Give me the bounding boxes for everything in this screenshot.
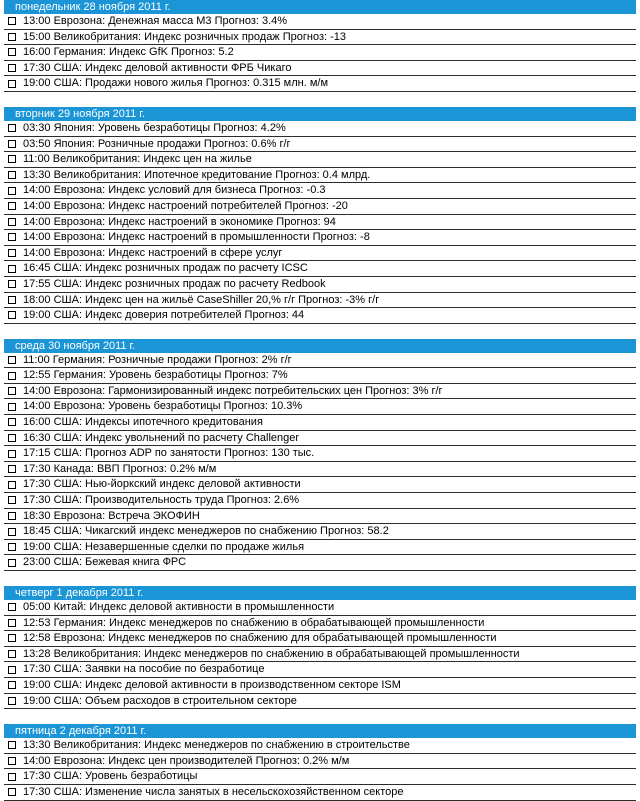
event-text: 12:55 Германия: Уровень безработицы Прогноз: 7% <box>23 369 288 382</box>
event-row <box>4 246 636 262</box>
event-text: 17:15 США: Прогноз ADP по занятости Прогноз: 130 тыс. <box>23 447 315 460</box>
event-row <box>4 277 636 293</box>
checkbox-icon <box>8 140 16 148</box>
event-text: 17:30 США: Изменение числа занятых в несельскохозяйственном секторе <box>23 785 404 798</box>
event-text: 12:58 Еврозона: Индекс менеджеров по снабжению для обрабатывающей промышленности <box>23 632 497 645</box>
event-text: 17:30 США: Заявки на пособие по безработице <box>23 663 265 676</box>
checkbox-icon <box>8 650 16 658</box>
event-row <box>4 183 636 199</box>
day-section <box>4 0 636 92</box>
checkbox-icon <box>8 124 16 132</box>
event-text: 14:00 Еврозона: Индекс цен производителей Прогноз: 0.2% м/м <box>23 754 350 767</box>
day-header: вторник 29 ноября 2011 г. <box>4 107 636 121</box>
event-row <box>4 121 636 137</box>
checkbox-icon <box>8 681 16 689</box>
event-text: 03:30 Япония: Уровень безработицы Прогноз: 4.2% <box>23 121 286 134</box>
checkbox-icon <box>8 296 16 304</box>
checkbox-icon <box>8 543 16 551</box>
checkbox-icon <box>8 741 16 749</box>
day-section <box>4 339 636 571</box>
day-section <box>4 586 636 709</box>
event-row <box>4 600 636 616</box>
checkbox-icon <box>8 372 16 380</box>
day-section <box>4 107 636 324</box>
checkbox-icon <box>8 450 16 458</box>
checkbox-icon <box>8 697 16 705</box>
checkbox-icon <box>8 280 16 288</box>
event-row <box>4 230 636 246</box>
event-text: 12:53 Германия: Индекс менеджеров по снабжению в обрабатывающей промышленности <box>23 616 485 629</box>
event-text: 17:30 США: Нью-йоркский индекс деловой активности <box>23 478 301 491</box>
event-row <box>4 261 636 277</box>
event-row <box>4 524 636 540</box>
event-row <box>4 616 636 632</box>
event-row <box>4 431 636 447</box>
checkbox-icon <box>8 387 16 395</box>
checkbox-icon <box>8 619 16 627</box>
event-text: 17:30 США: Уровень безработицы <box>23 770 198 783</box>
event-row <box>4 14 636 30</box>
checkbox-icon <box>8 666 16 674</box>
event-row <box>4 152 636 168</box>
event-row <box>4 61 636 77</box>
event-text: 18:45 США: Чикагский индекс менеджеров по снабжению Прогноз: 58.2 <box>23 525 389 538</box>
event-text: 16:45 США: Индекс розничных продаж по расчету ICSC <box>23 262 308 275</box>
checkbox-icon <box>8 202 16 210</box>
event-text: 19:00 США: Незавершенные сделки по продаже жилья <box>23 540 305 553</box>
event-text: 17:55 США: Индекс розничных продаж по расчету Redbook <box>23 277 326 290</box>
event-row <box>4 45 636 61</box>
event-row <box>4 399 636 415</box>
event-text: 17:30 США: Производительность труда Прогноз: 2.6% <box>23 494 300 507</box>
event-row <box>4 509 636 525</box>
event-text: 13:30 Великобритания: Индекс менеджеров по снабжению в строительстве <box>23 739 410 752</box>
event-text: 23:00 США: Бежевая книга ФРС <box>23 556 187 569</box>
event-row <box>4 76 636 92</box>
event-text: 19:00 США: Объем расходов в строительном секторе <box>23 694 297 707</box>
day-header: пятница 2 декабря 2011 г. <box>4 724 636 738</box>
event-text: 19:00 США: Индекс доверия потребителей Прогноз: 44 <box>23 309 305 322</box>
event-row <box>4 415 636 431</box>
checkbox-icon <box>8 496 16 504</box>
event-text: 14:00 Еврозона: Индекс условий для бизнеса Прогноз: -0.3 <box>23 184 326 197</box>
event-text: 18:30 Еврозона: Встреча ЭКОФИН <box>23 509 200 522</box>
checkbox-icon <box>8 465 16 473</box>
event-row <box>4 694 636 710</box>
event-text: 15:00 Великобритания: Индекс розничных продаж Прогноз: -13 <box>23 30 347 43</box>
checkbox-icon <box>8 603 16 611</box>
event-text: 17:30 Канада: ВВП Прогноз: 0.2% м/м <box>23 462 217 475</box>
event-row <box>4 462 636 478</box>
event-row <box>4 662 636 678</box>
event-text: 19:00 США: Продажи нового жилья Прогноз: 0.315 млн. м/м <box>23 77 329 90</box>
day-header: понедельник 28 ноября 2011 г. <box>4 0 636 14</box>
event-text: 14:00 Еврозона: Гармонизированный индекс потребительских цен Прогноз: 3% г/г <box>23 384 443 397</box>
checkbox-icon <box>8 311 16 319</box>
event-row <box>4 168 636 184</box>
event-row <box>4 137 636 153</box>
day-section <box>4 724 636 800</box>
event-row <box>4 493 636 509</box>
checkbox-icon <box>8 48 16 56</box>
event-row <box>4 308 636 324</box>
checkbox-icon <box>8 249 16 257</box>
event-text: 16:00 Германия: Индекс GfK Прогноз: 5.2 <box>23 46 234 59</box>
day-header: четверг 1 декабря 2011 г. <box>4 586 636 600</box>
checkbox-icon <box>8 187 16 195</box>
event-text: 05:00 Китай: Индекс деловой активности в промышленности <box>23 601 335 613</box>
event-text: 11:00 Великобритания: Индекс цен на жилье <box>23 153 252 166</box>
checkbox-icon <box>8 17 16 25</box>
event-row <box>4 384 636 400</box>
event-row <box>4 293 636 309</box>
event-text: 16:30 США: Индекс увольнений по расчету Challenger <box>23 431 300 444</box>
event-text: 14:00 Еврозона: Уровень безработицы Прогноз: 10.3% <box>23 400 303 413</box>
event-text: 19:00 США: Индекс деловой активности в производственном секторе ISM <box>23 678 401 691</box>
event-row <box>4 215 636 231</box>
checkbox-icon <box>8 757 16 765</box>
event-row <box>4 446 636 462</box>
checkbox-icon <box>8 171 16 179</box>
event-text: 11:00 Германия: Розничные продажи Прогноз: 2% г/г <box>23 353 292 366</box>
event-text: 13:30 Великобритания: Ипотечное кредитование Прогноз: 0.4 млрд. <box>23 168 371 181</box>
checkbox-icon <box>8 559 16 567</box>
event-row <box>4 738 636 754</box>
event-text: 14:00 Еврозона: Индекс настроений в промышленности Прогноз: -8 <box>23 231 370 244</box>
event-row <box>4 678 636 694</box>
event-text: 14:00 Еврозона: Индекс настроений потребителей Прогноз: -20 <box>23 199 348 212</box>
checkbox-icon <box>8 512 16 520</box>
event-row <box>4 30 636 46</box>
event-text: 03:50 Япония: Розничные продажи Прогноз: 0.6% г/г <box>23 137 291 150</box>
event-row <box>4 199 636 215</box>
event-row <box>4 368 636 384</box>
event-text: 16:00 США: Индексы ипотечного кредитования <box>23 416 263 429</box>
checkbox-icon <box>8 634 16 642</box>
event-text: 13:00 Еврозона: Денежная масса M3 Прогноз: 3.4% <box>23 15 288 27</box>
checkbox-icon <box>8 33 16 41</box>
event-text: 14:00 Еврозона: Индекс настроений в сфере услуг <box>23 246 283 259</box>
checkbox-icon <box>8 528 16 536</box>
checkbox-icon <box>8 155 16 163</box>
checkbox-icon <box>8 788 16 796</box>
checkbox-icon <box>8 403 16 411</box>
event-text: 14:00 Еврозона: Индекс настроений в экономике Прогноз: 94 <box>23 215 336 228</box>
day-header: среда 30 ноября 2011 г. <box>4 339 636 353</box>
checkbox-icon <box>8 418 16 426</box>
event-row <box>4 754 636 770</box>
event-row <box>4 353 636 369</box>
event-row <box>4 647 636 663</box>
checkbox-icon <box>8 434 16 442</box>
event-row <box>4 555 636 571</box>
checkbox-icon <box>8 233 16 241</box>
checkbox-icon <box>8 773 16 781</box>
checkbox-icon <box>8 265 16 273</box>
event-text: 13:28 Великобритания: Индекс менеджеров по снабжению в обрабатывающей промышленности <box>23 647 520 660</box>
event-row <box>4 631 636 647</box>
event-row <box>4 477 636 493</box>
event-row <box>4 769 636 785</box>
event-row <box>4 785 636 801</box>
event-text: 18:00 США: Индекс цен на жильё CaseShiller 20,% г/г Прогноз: -3% г/г <box>23 293 380 306</box>
event-text: 17:30 США: Индекс деловой активности ФРБ Чикаго <box>23 61 292 74</box>
checkbox-icon <box>8 64 16 72</box>
checkbox-icon <box>8 218 16 226</box>
checkbox-icon <box>8 481 16 489</box>
checkbox-icon <box>8 80 16 88</box>
event-row <box>4 540 636 556</box>
checkbox-icon <box>8 356 16 364</box>
